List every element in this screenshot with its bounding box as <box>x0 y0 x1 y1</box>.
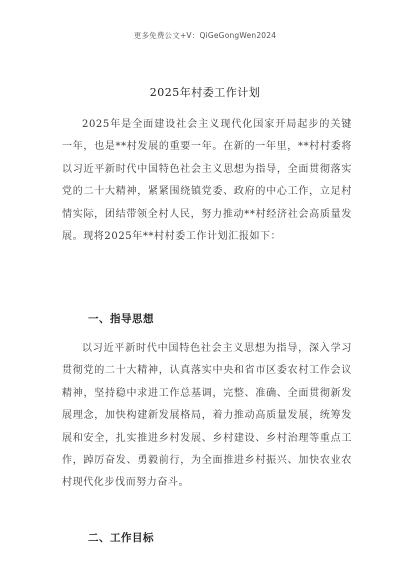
section-paragraph-guiding-ideology: 以习近平新时代中国特色社会主义思想为指导，深入学习贯彻党的二十大精神，认真落实中央和省市区委农村工作会议精神，坚持稳中求进工作总基调，完整、准确、全面贯彻新发展理念，加快构建新发展格局，着力推动高质量发展，统筹发展和安全，扎实推进乡村发展、乡村建设、乡村治理等重点工作，踔厉奋发、勇毅前行，为全面推进乡村振兴、加快农业农村现代化步伐而努力奋斗。 <box>62 343 352 489</box>
section-heading-work-goals: 二、工作目标 <box>88 532 154 544</box>
header-note: 更多免费公文+V：QiGeGongWen2024 <box>133 31 277 40</box>
intro-paragraph: 2025年是全面建设社会主义现代化国家开局起步的关键一年，也是**村发展的重要一年。在新的一年里，**村村委将以习近平新时代中国特色社会主义思想为指导，全面贯彻落实党的二十大精神，紧紧围绕镇党委、政府的中心工作，立足村情实际，团结带领全村人民，努力推动**村经济社会高质量发展。现将2025年**村村委工作计划汇报如下： <box>62 119 352 243</box>
document-title: 2025年村委工作计划 <box>149 86 261 99</box>
section-heading-guiding-ideology: 一、指导思想 <box>88 313 154 325</box>
